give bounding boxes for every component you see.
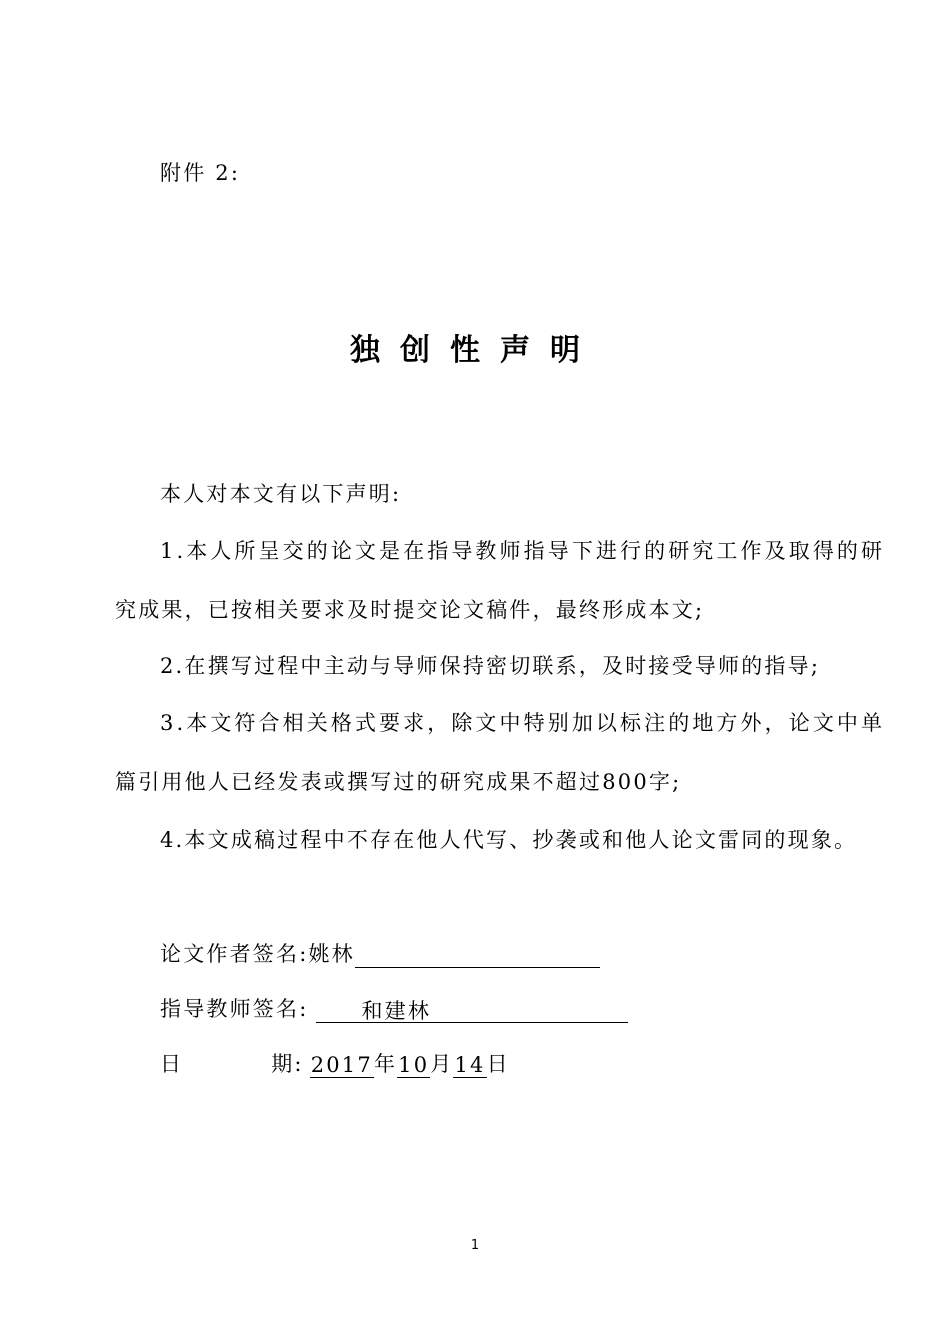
date-row [160,1050,510,1078]
date-day-unit: 日 [486,1052,510,1076]
declaration-intro: 本人对本文有以下声明: [160,482,402,506]
author-signature-name: 姚林 [308,942,355,966]
declaration-item-1-line-1: 1.本人所呈交的论文是在指导教师指导下进行的研究工作及取得的研 [160,539,886,563]
declaration-item-3-line-1: 3.本文符合相关格式要求，除文中特别加以标注的地方外，论文中单 [160,711,886,735]
attachment-label: 附件 2: [160,161,241,185]
declaration-item-1-line-2: 究成果，已按相关要求及时提交论文稿件，最终形成本文; [115,598,705,622]
author-signature-label: 论文作者签名: [160,942,309,966]
date-year-unit: 年 [373,1052,398,1076]
date-month-unit: 月 [430,1052,454,1076]
advisor-signature-underline [316,999,628,1023]
advisor-signature-name: 和建林 [361,999,432,1023]
date-day: 14 [454,1053,486,1077]
declaration-item-4: 4.本文成稿过程中不存在他人代写、抄袭或和他人论文雷同的现象。 [160,828,858,852]
author-signature-underline [355,943,600,968]
date-month: 10 [398,1053,430,1077]
author-signature-row [160,940,600,968]
declaration-item-2: 2.在撰写过程中主动与导师保持密切联系，及时接受导师的指导; [160,654,821,678]
date-label-right: 期: [271,1052,304,1076]
date-label-left: 日 [160,1052,184,1076]
page-number: 1 [470,1238,480,1253]
advisor-signature-row [160,995,628,1023]
advisor-signature-label: 指导教师签名: [160,997,309,1021]
date-year: 2017 [310,1053,373,1077]
declaration-item-3-line-2: 篇引用他人已经发表或撰写过的研究成果不超过800字; [115,770,682,794]
page-title: 独创性声明 [350,333,600,368]
